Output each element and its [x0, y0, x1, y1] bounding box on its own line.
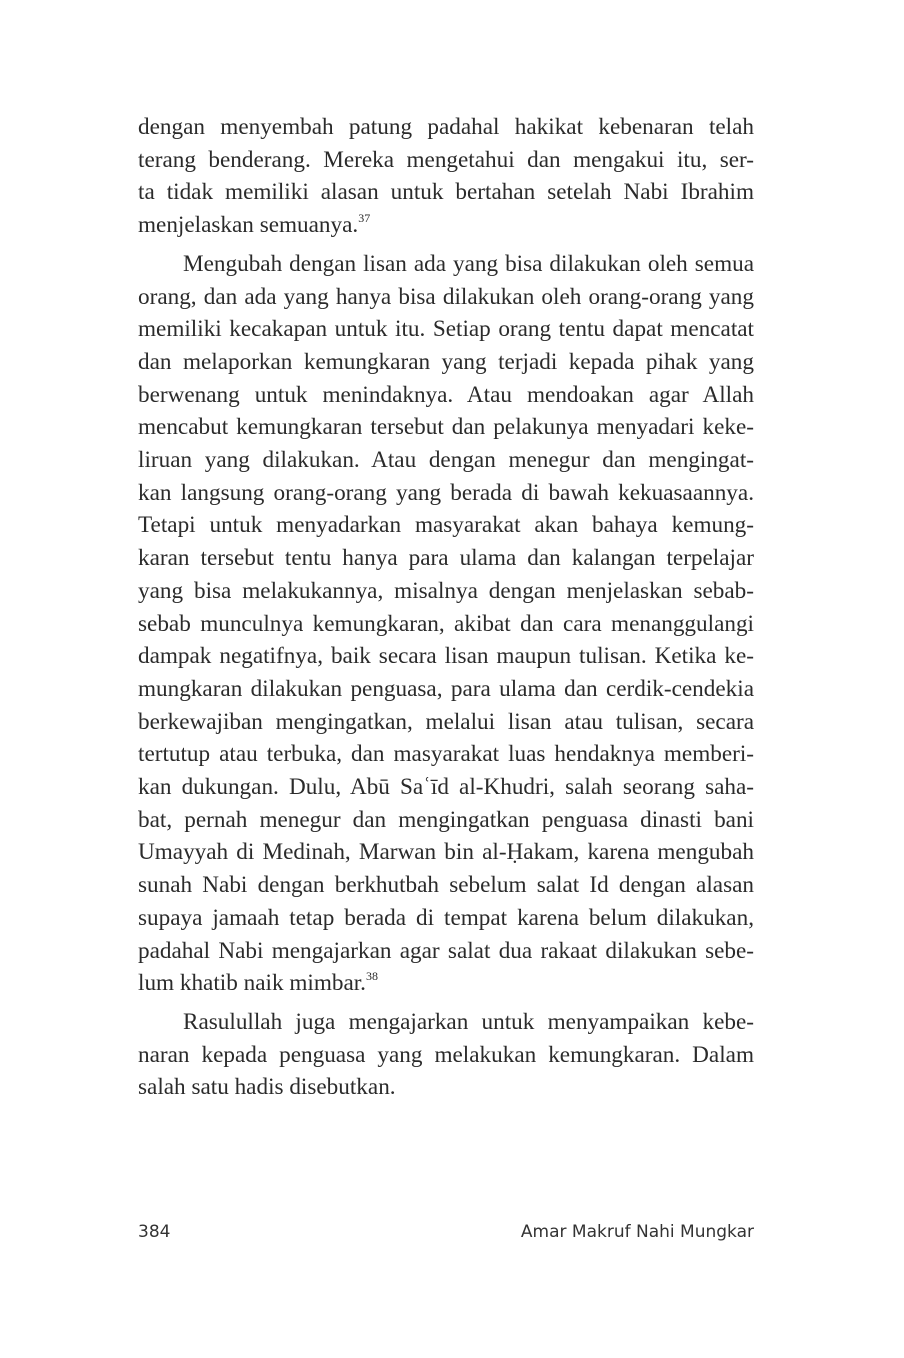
text-line: memiliki kecakapan untuk itu. Setiap orang tentu dapat mencatat	[138, 316, 754, 343]
text-line: karan tersebut tentu hanya para ulama dan kalangan terpelajar	[138, 545, 754, 572]
text-line	[138, 967, 754, 1000]
paragraph-3	[138, 1006, 754, 1104]
paragraph-2	[138, 248, 754, 1000]
paragraph-1	[138, 111, 754, 242]
text-line-content: lum khatib naik mimbar.	[138, 970, 366, 997]
text-line: padahal Nabi mengajarkan agar salat dua rakaat dilakukan sebe-	[138, 937, 754, 964]
text-line: supaya jamaah tetap berada di tempat karena belum dilakukan,	[138, 904, 754, 931]
text-line: tertutup atau terbuka, dan masyarakat luas hendaknya memberi-	[138, 741, 754, 768]
text-line: liruan yang dilakukan. Atau dengan menegur dan mengingat-	[138, 447, 754, 474]
page-body	[138, 111, 754, 1104]
text-line: orang, dan ada yang hanya bisa dilakukan oleh orang-orang yang	[138, 283, 754, 310]
text-line: salah satu hadis disebutkan.	[138, 1074, 396, 1101]
text-line: mencabut kemungkaran tersebut dan pelakunya menyadari keke-	[138, 414, 754, 441]
text-line	[138, 209, 754, 242]
page-footer	[138, 1222, 754, 1250]
text-line-content: menjelaskan semuanya.	[138, 212, 359, 239]
footnote-reference[interactable]: 37	[358, 211, 371, 226]
text-line: mungkaran dilakukan penguasa, para ulama dan cerdik-cendekia	[138, 675, 754, 702]
footnote-reference[interactable]: 38	[365, 969, 378, 984]
text-line: sebab munculnya kemungkaran, akibat dan cara menanggulangi	[138, 610, 754, 637]
running-title: Amar Makruf Nahi Mungkar	[520, 1222, 754, 1242]
text-line: bat, pernah menegur dan mengingatkan penguasa dinasti bani	[138, 806, 754, 833]
text-line: berkewajiban mengingatkan, melalui lisan atau tulisan, secara	[138, 708, 754, 735]
text-line: berwenang untuk menindaknya. Atau mendoakan agar Allah	[138, 381, 754, 408]
text-line: ta tidak memiliki alasan untuk bertahan setelah Nabi Ibrahim	[138, 179, 754, 206]
text-line: sunah Nabi dengan berkhutbah sebelum salat Id dengan alasan	[138, 872, 754, 899]
text-line: dengan menyembah patung padahal hakikat kebenaran telah	[138, 114, 754, 140]
text-line: yang bisa melakukannya, misalnya dengan menjelaskan sebab-	[138, 577, 754, 604]
text-line: Rasulullah juga mengajarkan untuk menyampaikan kebe-	[183, 1008, 754, 1035]
page-number: 384	[138, 1222, 171, 1242]
text-line: Mengubah dengan lisan ada yang bisa dilakukan oleh semua	[183, 250, 754, 277]
text-line: kan langsung orang-orang yang berada di bawah kekuasaannya.	[138, 479, 754, 506]
text-line: kan dukungan. Dulu, Abū Saʿīd al-Khudri, salah seorang saha-	[138, 774, 754, 801]
text-line: terang benderang. Mereka mengetahui dan mengakui itu, ser-	[138, 146, 754, 173]
text-line: dan melaporkan kemungkaran yang terjadi kepada pihak yang	[138, 348, 754, 375]
text-line: dampak negatifnya, baik secara lisan maupun tulisan. Ketika ke-	[138, 643, 754, 670]
text-line: Umayyah di Medinah, Marwan bin al-Ḥakam, karena mengubah	[138, 839, 754, 866]
text-line: naran kepada penguasa yang melakukan kemungkaran. Dalam	[138, 1041, 754, 1068]
text-line: Tetapi untuk menyadarkan masyarakat akan bahaya kemung-	[138, 512, 754, 539]
